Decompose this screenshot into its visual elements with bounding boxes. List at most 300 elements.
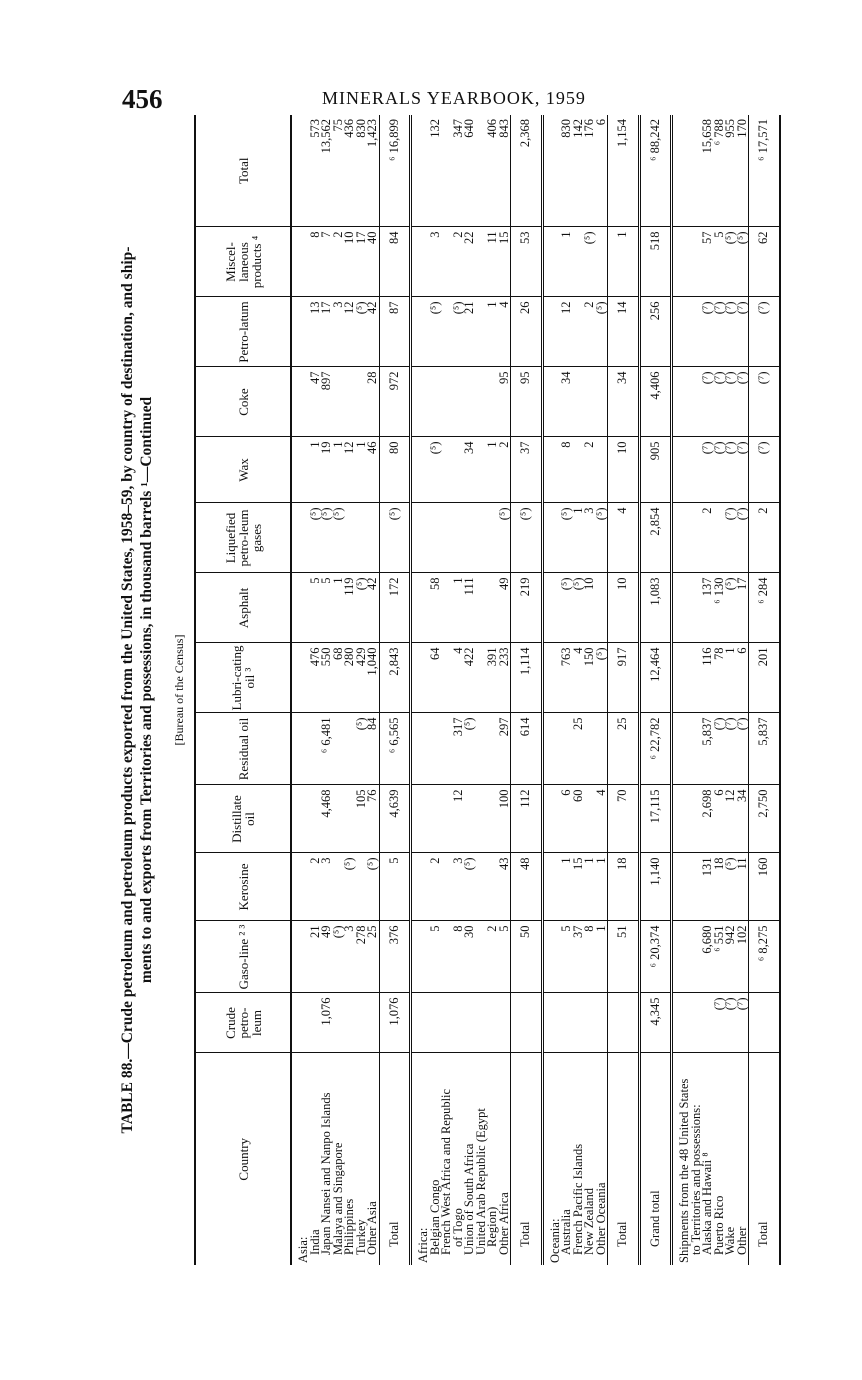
value-cell: 4 <box>499 297 511 367</box>
value-cell: 955 <box>725 115 737 227</box>
value-cell: 1,040 <box>367 643 379 713</box>
value-cell <box>596 367 608 437</box>
value-cell: (⁵) <box>379 503 411 573</box>
value-cell: 3 <box>344 921 356 993</box>
value-cell: 1 <box>333 437 345 503</box>
value-cell: (⁵) <box>310 503 322 573</box>
value-cell: 2 <box>310 853 322 921</box>
value-cell: 2 <box>584 297 596 367</box>
value-cell: ⁶ 17,571 <box>749 115 780 227</box>
value-cell: (⁷) <box>725 503 737 573</box>
value-cell: (⁷) <box>737 367 749 437</box>
value-cell: 78 <box>714 643 726 713</box>
value-cell <box>367 993 379 1053</box>
value-cell: 43 <box>499 853 511 921</box>
value-cell: 17 <box>356 227 368 297</box>
value-cell: (⁵) <box>430 297 442 367</box>
running-title: MINERALS YEARBOOK, 1959 <box>322 88 586 108</box>
value-cell: 4 <box>596 785 608 853</box>
country-cell: Total <box>749 1053 780 1265</box>
table-row <box>573 115 585 1265</box>
value-cell: 68 <box>333 643 345 713</box>
value-cell: 18 <box>608 853 640 921</box>
value-cell <box>476 503 488 573</box>
value-cell: 22 <box>464 227 476 297</box>
total-row <box>639 115 672 1265</box>
value-cell: 12 <box>344 297 356 367</box>
value-cell: 10 <box>608 437 640 503</box>
table-row <box>333 115 345 1265</box>
value-cell: (⁵) <box>561 503 573 573</box>
value-cell <box>411 227 430 297</box>
value-cell: 150 <box>584 643 596 713</box>
table-row <box>291 115 310 1265</box>
value-cell: 160 <box>749 853 780 921</box>
table-row <box>344 115 356 1265</box>
value-cell: 76 <box>367 785 379 853</box>
value-cell <box>411 643 430 713</box>
value-cell: 429 <box>356 643 368 713</box>
table-source: [Bureau of the Census] <box>172 634 186 746</box>
country-cell: to Territories and possessions: <box>688 1104 703 1255</box>
column-header: Gaso-line ² ³ <box>195 921 291 993</box>
value-cell <box>367 503 379 573</box>
table-row <box>691 115 703 1265</box>
value-cell: 972 <box>379 367 411 437</box>
value-cell: 2 <box>333 227 345 297</box>
value-cell: 12,464 <box>639 643 672 713</box>
value-cell: 763 <box>561 643 573 713</box>
value-cell: 1 <box>608 227 640 297</box>
value-cell: (⁷) <box>737 993 749 1053</box>
table-body <box>291 115 780 1265</box>
table-row <box>321 115 333 1265</box>
value-cell: (⁵) <box>464 713 476 785</box>
country-cell: Wake <box>723 1226 737 1255</box>
table-row <box>584 115 596 1265</box>
value-cell: 2 <box>430 853 442 921</box>
value-cell <box>344 367 356 437</box>
value-cell: (⁷) <box>725 993 737 1053</box>
value-cell: 42 <box>367 573 379 643</box>
value-cell: 1 <box>573 503 585 573</box>
value-cell: 49 <box>321 921 333 993</box>
table-row <box>542 115 561 1265</box>
value-cell <box>430 993 442 1053</box>
value-cell <box>672 921 691 993</box>
value-cell: 1 <box>561 227 573 297</box>
value-cell <box>411 297 430 367</box>
value-cell <box>411 573 430 643</box>
value-cell: 3 <box>333 297 345 367</box>
table-row <box>702 115 714 1265</box>
value-cell: 26 <box>511 297 543 367</box>
value-cell <box>672 853 691 921</box>
value-cell <box>672 297 691 367</box>
value-cell: 51 <box>608 921 640 993</box>
value-cell: (⁷) <box>737 437 749 503</box>
value-cell: 64 <box>430 643 442 713</box>
value-cell: 3 <box>321 853 333 921</box>
value-cell: 2,698 <box>702 785 714 853</box>
value-cell: 50 <box>511 921 543 993</box>
value-cell <box>411 785 430 853</box>
rotated-table-page <box>118 115 818 1265</box>
value-cell <box>596 227 608 297</box>
value-cell: 573 <box>310 115 322 227</box>
table-row <box>367 115 379 1265</box>
value-cell: (⁵) <box>453 297 465 367</box>
value-cell <box>291 115 310 227</box>
value-cell <box>672 713 691 785</box>
value-cell: 15 <box>573 853 585 921</box>
value-cell: 1,140 <box>639 853 672 921</box>
country-cell: Malaya and Singapore <box>330 1142 345 1255</box>
value-cell <box>608 993 640 1053</box>
value-cell: (⁷) <box>749 297 780 367</box>
value-cell <box>476 921 488 993</box>
value-cell: 62 <box>749 227 780 297</box>
value-cell: 219 <box>511 573 543 643</box>
value-cell: 30 <box>464 921 476 993</box>
value-cell: 1 <box>596 853 608 921</box>
value-cell: 17 <box>321 297 333 367</box>
country-cell: Shipments from the 48 United States <box>677 1078 691 1263</box>
value-cell: (⁵) <box>344 853 356 921</box>
value-cell <box>464 367 476 437</box>
value-cell: (⁵) <box>430 437 442 503</box>
value-cell: 10 <box>344 227 356 297</box>
value-cell: (⁵) <box>356 573 368 643</box>
value-cell <box>441 993 453 1053</box>
country-cell: French Pacific Islands <box>570 1143 585 1255</box>
value-cell: 1 <box>725 643 737 713</box>
value-cell: (⁷) <box>714 713 726 785</box>
caption-line-2: ments to and exports from Territories and possessions, in thousand barrels ¹—Continued <box>138 396 155 984</box>
value-cell: 897 <box>321 367 333 437</box>
country-cell: Turkey <box>353 1219 368 1255</box>
value-cell <box>596 437 608 503</box>
value-cell: ⁶ 20,374 <box>639 921 672 993</box>
column-header: Lubri-cating oil ³ <box>195 643 291 713</box>
value-cell <box>691 993 703 1053</box>
country-cell: India <box>307 1229 322 1255</box>
value-cell: (⁵) <box>596 297 608 367</box>
value-cell: 116 <box>702 643 714 713</box>
value-cell <box>511 993 543 1053</box>
country-cell: Total <box>379 1053 411 1265</box>
value-cell: 87 <box>379 297 411 367</box>
value-cell: (⁵) <box>499 503 511 573</box>
value-cell <box>430 785 442 853</box>
value-cell: 347 <box>453 115 465 227</box>
country-cell: Asia: <box>296 1236 310 1263</box>
value-cell: 70 <box>608 785 640 853</box>
value-cell <box>596 573 608 643</box>
value-cell: 13 <box>310 297 322 367</box>
value-cell: 1 <box>453 573 465 643</box>
value-cell: 95 <box>499 367 511 437</box>
value-cell: 2 <box>702 503 714 573</box>
value-cell <box>441 921 453 993</box>
value-cell: 112 <box>511 785 543 853</box>
column-header: Asphalt <box>195 573 291 643</box>
value-cell <box>291 785 310 853</box>
value-cell: 11 <box>737 853 749 921</box>
value-cell <box>672 993 691 1053</box>
value-cell <box>596 993 608 1053</box>
value-cell <box>476 993 488 1053</box>
value-cell <box>584 367 596 437</box>
country-cell: Union of South Africa <box>462 1143 476 1255</box>
value-cell <box>411 367 430 437</box>
value-cell: (⁷) <box>702 297 714 367</box>
value-cell: ⁶ 284 <box>749 573 780 643</box>
table-row <box>737 115 749 1265</box>
value-cell: 6 <box>561 785 573 853</box>
total-row <box>608 115 640 1265</box>
value-cell: 2 <box>487 921 499 993</box>
value-cell: (⁵) <box>573 573 585 643</box>
column-header: Total <box>195 115 291 227</box>
country-cell: Other <box>734 1226 749 1255</box>
value-cell: 17,115 <box>639 785 672 853</box>
country-cell: Belgian Congo <box>427 1179 442 1255</box>
value-cell: (⁵) <box>596 503 608 573</box>
value-cell: 1,083 <box>639 573 672 643</box>
value-cell: 6,680 <box>702 921 714 993</box>
value-cell: (⁵) <box>584 227 596 297</box>
total-row <box>379 115 411 1265</box>
value-cell: (⁵) <box>511 503 543 573</box>
value-cell: ⁶ 6,481 <box>321 713 333 785</box>
value-cell <box>333 713 345 785</box>
value-cell: 6 <box>737 643 749 713</box>
value-cell: 8 <box>561 437 573 503</box>
value-cell: 4 <box>608 503 640 573</box>
value-cell: 28 <box>367 367 379 437</box>
value-cell <box>476 785 488 853</box>
value-cell <box>672 227 691 297</box>
value-cell: 2 <box>499 437 511 503</box>
value-cell: 4 <box>453 643 465 713</box>
value-cell <box>672 437 691 503</box>
value-cell: (⁷) <box>725 437 737 503</box>
value-cell <box>411 503 430 573</box>
value-cell <box>464 785 476 853</box>
table-row <box>411 115 430 1265</box>
column-header: Residual oil <box>195 713 291 785</box>
value-cell: ⁶ 788 <box>714 115 726 227</box>
column-header: Crude petro-leum <box>195 993 291 1053</box>
value-cell <box>464 993 476 1053</box>
value-cell: 102 <box>737 921 749 993</box>
country-cell: Puerto Rico <box>711 1195 726 1255</box>
value-cell <box>476 573 488 643</box>
value-cell: 1,154 <box>608 115 640 227</box>
value-cell: 13,562 <box>321 115 333 227</box>
value-cell: (⁷) <box>737 713 749 785</box>
value-cell: ⁶ 22,782 <box>639 713 672 785</box>
value-cell: 2,843 <box>379 643 411 713</box>
value-cell: 176 <box>584 115 596 227</box>
value-cell <box>344 993 356 1053</box>
value-cell <box>291 297 310 367</box>
value-cell <box>291 643 310 713</box>
value-cell <box>573 993 585 1053</box>
value-cell: 280 <box>344 643 356 713</box>
value-cell: 137 <box>702 573 714 643</box>
value-cell: 1,114 <box>511 643 543 713</box>
value-cell: (⁷) <box>749 437 780 503</box>
value-cell <box>411 853 430 921</box>
table-caption <box>118 115 156 1265</box>
value-cell: 4,639 <box>379 785 411 853</box>
value-cell: 5,837 <box>702 713 714 785</box>
value-cell: 34 <box>464 437 476 503</box>
value-cell: 3 <box>584 503 596 573</box>
value-cell <box>672 643 691 713</box>
value-cell: 233 <box>499 643 511 713</box>
value-cell: 12 <box>453 785 465 853</box>
value-cell: 2,368 <box>511 115 543 227</box>
value-cell <box>561 993 573 1053</box>
country-cell: Other Africa <box>496 1192 511 1255</box>
value-cell: 25 <box>608 713 640 785</box>
value-cell: 1 <box>561 853 573 921</box>
value-cell <box>291 503 310 573</box>
value-cell: 476 <box>310 643 322 713</box>
header-row <box>195 115 291 1265</box>
value-cell: 1 <box>487 297 499 367</box>
value-cell: 131 <box>702 853 714 921</box>
value-cell: 4,345 <box>639 993 672 1053</box>
table-row <box>725 115 737 1265</box>
table-row <box>561 115 573 1265</box>
country-cell: United Arab Republic (Egypt <box>473 1108 488 1255</box>
value-cell: 12 <box>344 437 356 503</box>
value-cell: 57 <box>702 227 714 297</box>
value-cell: (⁵) <box>737 227 749 297</box>
country-cell: Oceania: <box>547 1218 562 1263</box>
value-cell: (⁵) <box>725 573 737 643</box>
value-cell <box>584 993 596 1053</box>
value-cell: 60 <box>573 785 585 853</box>
value-cell <box>672 367 691 437</box>
column-header: Country <box>195 1053 291 1265</box>
value-cell: (⁵) <box>725 227 737 297</box>
value-cell <box>430 367 442 437</box>
value-cell: 100 <box>499 785 511 853</box>
value-cell: 142 <box>573 115 585 227</box>
value-cell: 8 <box>584 921 596 993</box>
value-cell: 917 <box>608 643 640 713</box>
caption-line-1: TABLE 88.—Crude petroleum and petroleum products exported from the United States, 1958–59, by country of destination, and ship- <box>119 246 136 1134</box>
value-cell: 48 <box>511 853 543 921</box>
country-cell: Total <box>608 1053 640 1265</box>
table-row <box>487 115 499 1265</box>
value-cell: 5 <box>379 853 411 921</box>
value-cell: 278 <box>356 921 368 993</box>
country-cell: Japan Nansei and Nanpo Islands <box>319 1092 333 1255</box>
column-header: Kerosine <box>195 853 291 921</box>
value-cell <box>464 503 476 573</box>
value-cell: 4,468 <box>321 785 333 853</box>
value-cell <box>291 227 310 297</box>
value-cell <box>476 367 488 437</box>
value-cell <box>573 367 585 437</box>
value-cell: 5 <box>430 921 442 993</box>
value-cell: (⁷) <box>725 297 737 367</box>
table-row <box>464 115 476 1265</box>
country-cell: Other Oceania <box>593 1182 608 1255</box>
value-cell: 6 <box>596 115 608 227</box>
country-cell: Total <box>511 1053 543 1265</box>
value-cell <box>333 785 345 853</box>
column-header: Miscel-laneous products ⁴ <box>195 227 291 297</box>
value-cell: 21 <box>310 921 322 993</box>
value-cell: 12 <box>561 297 573 367</box>
value-cell: 37 <box>511 437 543 503</box>
value-cell: 550 <box>321 643 333 713</box>
value-cell <box>411 921 430 993</box>
value-cell: 5 <box>310 573 322 643</box>
value-cell <box>430 713 442 785</box>
value-cell: 58 <box>430 573 442 643</box>
value-cell <box>672 573 691 643</box>
value-cell: (⁷) <box>714 993 726 1053</box>
value-cell: (⁵) <box>321 503 333 573</box>
value-cell: (⁵) <box>561 573 573 643</box>
country-cell: Region) <box>485 1206 499 1247</box>
value-cell: 25 <box>367 921 379 993</box>
value-cell <box>411 437 430 503</box>
value-cell: ⁶ 8,275 <box>749 921 780 993</box>
value-cell: 10 <box>608 573 640 643</box>
value-cell: ⁶ 130 <box>714 573 726 643</box>
value-cell: (⁷) <box>714 437 726 503</box>
value-cell: 132 <box>430 115 442 227</box>
value-cell <box>542 713 561 785</box>
country-cell: New Zealand <box>582 1188 596 1255</box>
value-cell: 2 <box>453 227 465 297</box>
table-row <box>476 115 488 1265</box>
value-cell: 17 <box>737 573 749 643</box>
value-cell: 95 <box>511 367 543 437</box>
country-cell: French West Africa and Republic <box>439 1088 453 1255</box>
value-cell: 5 <box>714 227 726 297</box>
value-cell: 1 <box>487 437 499 503</box>
value-cell: 75 <box>333 115 345 227</box>
value-cell: (⁷) <box>725 713 737 785</box>
value-cell: 15 <box>499 227 511 297</box>
value-cell: 119 <box>344 573 356 643</box>
value-cell <box>441 503 453 573</box>
value-cell: 1,076 <box>321 993 333 1053</box>
value-cell: 1,076 <box>379 993 411 1053</box>
value-cell <box>356 503 368 573</box>
value-cell: 11 <box>487 227 499 297</box>
value-cell: 2 <box>749 503 780 573</box>
value-cell <box>453 993 465 1053</box>
value-cell: 40 <box>367 227 379 297</box>
country-cell: Philippines <box>342 1198 356 1255</box>
value-cell <box>476 853 488 921</box>
country-cell: Africa: <box>416 1227 430 1263</box>
value-cell <box>749 993 780 1053</box>
value-cell: 614 <box>511 713 543 785</box>
table-row <box>499 115 511 1265</box>
